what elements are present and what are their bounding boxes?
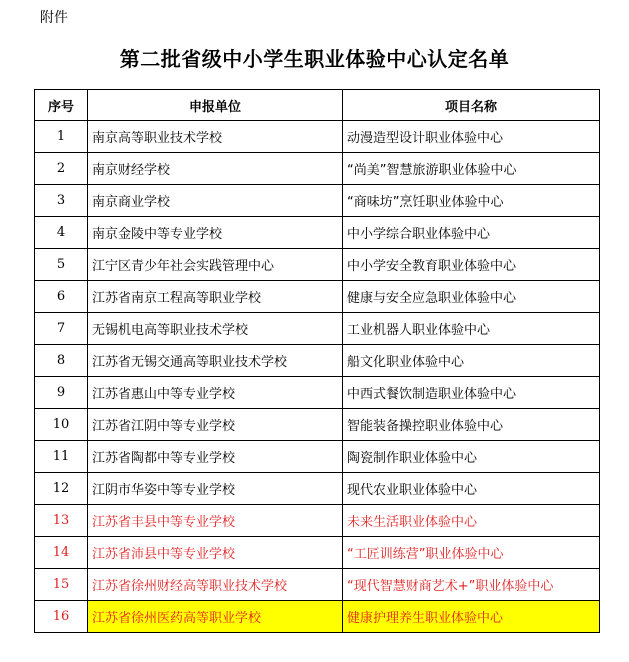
table-row xyxy=(35,473,600,505)
certification-list-table xyxy=(34,89,600,633)
serial-number-cell: 11 xyxy=(35,441,88,473)
applicant-unit-cell: 江苏省徐州医药高等职业学校 xyxy=(88,601,343,633)
project-name-cell: “工匠训练营”职业体验中心 xyxy=(343,537,600,569)
applicant-unit-cell: 南京金陵中等专业学校 xyxy=(88,217,343,249)
serial-number-cell: 7 xyxy=(35,313,88,345)
serial-number-cell: 2 xyxy=(35,153,88,185)
project-name-cell: 健康护理养生职业体验中心 xyxy=(343,601,600,633)
serial-number-cell: 16 xyxy=(35,601,88,633)
applicant-unit-cell: 江宁区青少年社会实践管理中心 xyxy=(88,249,343,281)
table-row xyxy=(35,377,600,409)
table-row xyxy=(35,345,600,377)
applicant-unit-cell: 江苏省沛县中等专业学校 xyxy=(88,537,343,569)
applicant-unit-cell: 江苏省陶都中等专业学校 xyxy=(88,441,343,473)
table-row xyxy=(35,441,600,473)
applicant-unit-cell: 江苏省丰县中等专业学校 xyxy=(88,505,343,537)
table-row xyxy=(35,569,600,601)
serial-number-cell: 15 xyxy=(35,569,88,601)
applicant-unit-cell: 江苏省南京工程高等职业学校 xyxy=(88,281,343,313)
applicant-unit-cell: 无锡机电高等职业技术学校 xyxy=(88,313,343,345)
applicant-unit-cell: 江阴市华姿中等专业学校 xyxy=(88,473,343,505)
project-name-cell: 未来生活职业体验中心 xyxy=(343,505,600,537)
table-row xyxy=(35,153,600,185)
serial-number-cell: 3 xyxy=(35,185,88,217)
applicant-unit-cell: 江苏省江阴中等专业学校 xyxy=(88,409,343,441)
table-row xyxy=(35,281,600,313)
attachment-label: 附件 xyxy=(40,10,68,26)
project-name-cell: 智能装备操控职业体验中心 xyxy=(343,409,600,441)
table-body xyxy=(35,121,600,633)
project-name-cell: 船文化职业体验中心 xyxy=(343,345,600,377)
applicant-unit-cell: 南京高等职业技术学校 xyxy=(88,121,343,153)
serial-number-cell: 14 xyxy=(35,537,88,569)
document-title: 第二批省级中小学生职业体验中心认定名单 xyxy=(119,47,510,71)
serial-number-cell: 4 xyxy=(35,217,88,249)
table-row xyxy=(35,249,600,281)
serial-number-cell: 8 xyxy=(35,345,88,377)
project-name-cell: 现代农业职业体验中心 xyxy=(343,473,600,505)
project-name-cell: “现代智慧财商艺术+”职业体验中心 xyxy=(343,569,600,601)
header-serial-number: 序号 xyxy=(35,90,88,121)
project-name-cell: 工业机器人职业体验中心 xyxy=(343,313,600,345)
table-row xyxy=(35,505,600,537)
project-name-cell: 动漫造型设计职业体验中心 xyxy=(343,121,600,153)
serial-number-cell: 1 xyxy=(35,121,88,153)
applicant-unit-cell: 江苏省徐州财经高等职业技术学校 xyxy=(88,569,343,601)
project-name-cell: 中小学安全教育职业体验中心 xyxy=(343,249,600,281)
project-name-cell: 陶瓷制作职业体验中心 xyxy=(343,441,600,473)
project-name-cell: 中西式餐饮制造职业体验中心 xyxy=(343,377,600,409)
serial-number-cell: 5 xyxy=(35,249,88,281)
table-row xyxy=(35,601,600,633)
project-name-cell: “尚美”智慧旅游职业体验中心 xyxy=(343,153,600,185)
header-project-name: 项目名称 xyxy=(343,90,600,121)
serial-number-cell: 12 xyxy=(35,473,88,505)
applicant-unit-cell: 南京财经学校 xyxy=(88,153,343,185)
serial-number-cell: 13 xyxy=(35,505,88,537)
table-row xyxy=(35,409,600,441)
serial-number-cell: 9 xyxy=(35,377,88,409)
table-row xyxy=(35,313,600,345)
table-row xyxy=(35,537,600,569)
serial-number-cell: 10 xyxy=(35,409,88,441)
applicant-unit-cell: 江苏省惠山中等专业学校 xyxy=(88,377,343,409)
project-name-cell: 健康与安全应急职业体验中心 xyxy=(343,281,600,313)
table-row xyxy=(35,121,600,153)
table-row xyxy=(35,217,600,249)
serial-number-cell: 6 xyxy=(35,281,88,313)
table-header-row xyxy=(35,90,600,121)
table-row xyxy=(35,185,600,217)
applicant-unit-cell: 江苏省无锡交通高等职业技术学校 xyxy=(88,345,343,377)
project-name-cell: 中小学综合职业体验中心 xyxy=(343,217,600,249)
project-name-cell: “商味坊”烹饪职业体验中心 xyxy=(343,185,600,217)
applicant-unit-cell: 南京商业学校 xyxy=(88,185,343,217)
header-applicant-unit: 申报单位 xyxy=(88,90,343,121)
